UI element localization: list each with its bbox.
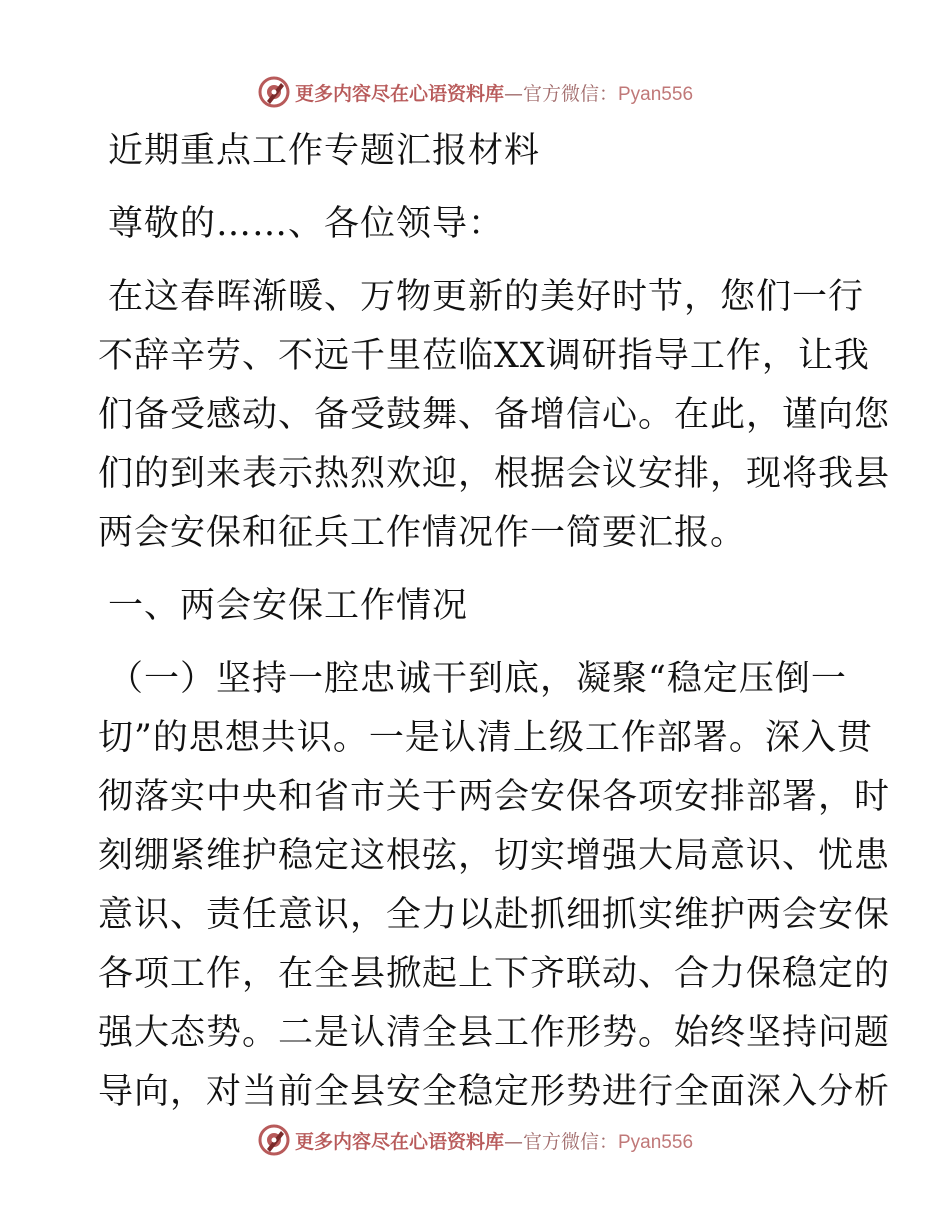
paragraph-line: 们的到来表示热烈欢迎，根据会议安排，现将我县 xyxy=(98,454,891,494)
salutation: 尊敬的……、各位领导： xyxy=(108,204,505,244)
pen-nib-circle-icon xyxy=(257,1123,291,1157)
paragraph-line: 在这春晖渐暖、万物更新的美好时节，您们一行 xyxy=(108,277,865,317)
footer-watermark xyxy=(0,1120,950,1160)
document-body xyxy=(98,122,891,1122)
intro-paragraph xyxy=(98,268,891,563)
watermark-text: 更多内容尽在心语资料库 xyxy=(294,82,504,105)
paragraph-line: 彻落实中央和省市关于两会安保各项安排部署，时 xyxy=(98,777,891,817)
paragraph-line: 刻绷紧维护稳定这根弦，切实增强大局意识、忧患 xyxy=(98,836,891,876)
pen-nib-circle-icon xyxy=(257,75,291,109)
watermark-text: 更多内容尽在心语资料库 xyxy=(294,1130,504,1153)
paragraph-line: 导向，对当前全县安全稳定形势进行全面深入分析 xyxy=(98,1072,891,1112)
section1-paragraph xyxy=(98,650,891,1122)
header-watermark xyxy=(0,72,950,112)
watermark-handle: Pyan556 xyxy=(618,83,694,105)
paragraph-line: 各项工作，在全县掀起上下齐联动、合力保稳定的 xyxy=(98,954,891,994)
watermark-handle: Pyan556 xyxy=(618,1131,694,1153)
paragraph-line: 们备受感动、备受鼓舞、备增信心。在此，谨向您 xyxy=(98,395,891,435)
section-heading: 一、两会安保工作情况 xyxy=(108,586,469,626)
watermark-separator: —官方微信： xyxy=(503,1130,618,1153)
paragraph-line: （一）坚持一腔忠诚干到底，凝聚“稳定压倒一 xyxy=(108,659,847,699)
document-title: 近期重点工作专题汇报材料 xyxy=(108,131,541,171)
paragraph-line: 不辞辛劳、不远千里莅临XX调研指导工作，让我 xyxy=(98,336,870,376)
paragraph-line: 意识、责任意识，全力以赴抓细抓实维护两会安保 xyxy=(98,895,891,935)
watermark-separator: —官方微信： xyxy=(503,82,618,105)
paragraph-line: 两会安保和征兵工作情况作一简要汇报。 xyxy=(98,513,747,553)
paragraph-line: 切”的思想共识。一是认清上级工作部署。深入贯 xyxy=(98,718,873,758)
paragraph-line: 强大态势。二是认清全县工作形势。始终坚持问题 xyxy=(98,1013,891,1053)
